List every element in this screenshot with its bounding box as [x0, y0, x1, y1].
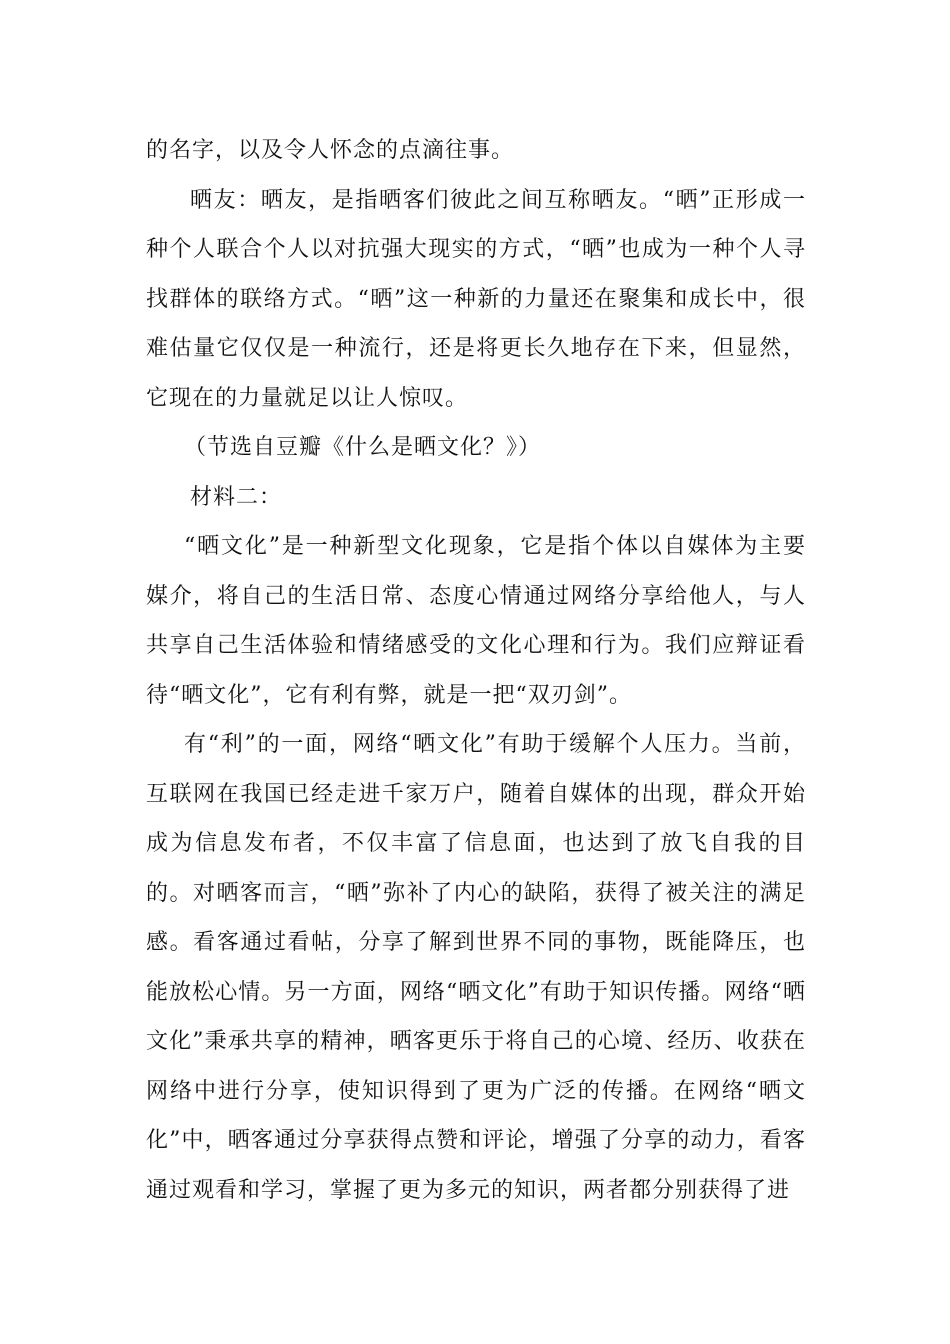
document-body [146, 126, 806, 1215]
paragraph-benefits: 有“利”的一面，网络“晒文化”有助于缓解个人压力。当前，互联网在我国已经走进千家万户，随着自媒体的出现，群众开始成为信息发布者，不仅丰富了信息面，也达到了放飞自我的目的。对晒客而言，“晒”弥补了内心的缺陷，获得了被关注的满足感。看客通过看帖，分享了解到世界不同的事物，既能降压，也能放松心情。另一方面，网络“晒文化”有助于知识传播。网络“晒文化”秉承共享的精神，晒客更乐于将自己的心境、经历、收获在网络中进行分享，使知识得到了更为广泛的传播。在网络“晒文化”中，晒客通过分享获得点赞和评论，增强了分享的动力，看客通过观看和学习，掌握了更为多元的知识，两者都分别获得了进 [146, 732, 806, 1203]
paragraph-shaiyou: 晒友：晒友，是指晒客们彼此之间互称晒友。“晒”正形成一种个人联合个人以对抗强大现实的方式，“晒”也成为一种个人寻找群体的联络方式。“晒”这一种新的力量还在聚集和成长中，很难估量它仅仅是一种流行，还是将更长久地存在下来，但显然，它现在的力量就足以让人惊叹。 [146, 187, 806, 411]
paragraph-continuation: 的名字，以及令人怀念的点滴往事。 [146, 138, 515, 163]
source-citation: （节选自豆瓣《什么是晒文化？》） [184, 435, 542, 460]
section-heading-material-two: 材料二： [190, 484, 283, 510]
paragraph-definition: “晒文化”是一种新型文化现象，它是指个体以自媒体为主要媒介，将自己的生活日常、态度心情通过网络分享给他人，与人共享自己生活体验和情绪感受的文化心理和行为。我们应辩证看待“晒文化”，它有利有弊，就是一把“双刃剑”。 [146, 534, 806, 708]
